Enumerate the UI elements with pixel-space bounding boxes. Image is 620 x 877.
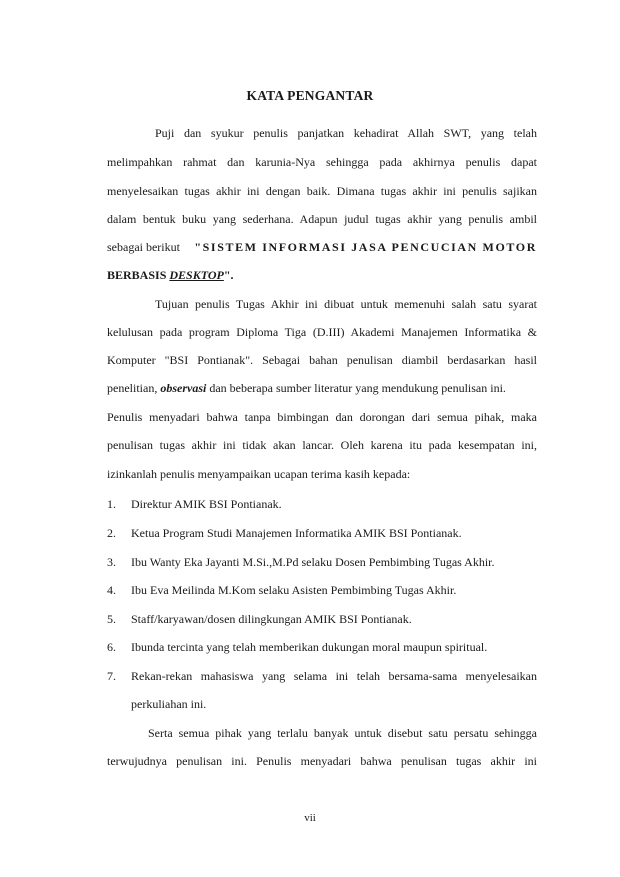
list-item: 6. Ibunda tercinta yang telah memberikan dukungan moral maupun spiritual. [107, 640, 488, 654]
list-item: 7. Rekan-rekan mahasiswa yang selama ini telah bersama-sama menyelesaikan [107, 669, 537, 683]
title-part-1: BERBASIS [107, 268, 170, 282]
p3-line-2: terwujudnya penulisan ini. Penulis menyadari bahwa penulisan tugas akhir ini [107, 754, 537, 768]
p2-line-2: kelulusan pada program Diploma Tiga (D.III) Akademi Manajemen Informatika & [107, 325, 537, 339]
p1-line-5-lead: sebagai berikut [107, 240, 180, 254]
title-part-desktop: DESKTOP [169, 268, 224, 282]
p2-line-4 [107, 381, 537, 395]
p1-line-3: menyelesaikan tugas akhir ini dengan baik. Dimana tugas akhir ini penulis sajikan [107, 184, 537, 198]
p2-line-4-observasi: observasi [160, 381, 207, 395]
list-item: 1. Direktur AMIK BSI Pontianak. [107, 497, 282, 511]
p3-line-1: Serta semua pihak yang terlalu banyak untuk disebut satu persatu sehingga [148, 726, 537, 740]
list-item-7-continuation: perkuliahan ini. [131, 697, 207, 711]
list-item: 2. Ketua Program Studi Manajemen Informatika AMIK BSI Pontianak. [107, 526, 462, 540]
list-item: 4. Ibu Eva Meilinda M.Kom selaku Asisten Pembimbing Tugas Akhir. [107, 583, 457, 597]
list-item: 3. Ibu Wanty Eka Jayanti M.Si.,M.Pd selaku Dosen Pembimbing Tugas Akhir. [107, 555, 495, 569]
p1-line-2: melimpahkan rahmat dan karunia-Nya sehingga pada akhirnya penulis dapat [107, 155, 537, 169]
p2-line-7: izinkanlah penulis menyampaikan ucapan terima kasih kepada: [107, 467, 411, 481]
p2-line-1: Tujuan penulis Tugas Akhir ini dibuat untuk memenuhi salah satu syarat [155, 297, 537, 311]
p1-line-5 [107, 240, 537, 254]
p1-line-1: Puji dan syukur penulis panjatkan kehadirat Allah SWT, yang telah [155, 126, 537, 140]
page-title: KATA PENGANTAR [246, 88, 374, 103]
p2-line-5: Penulis menyadari bahwa tanpa bimbingan dan dorongan dari semua pihak, maka [107, 410, 537, 424]
p2-line-4-c: dan beberapa sumber literatur yang mendukung penulisan ini. [206, 381, 506, 395]
p1-line-4: dalam bentuk buku yang sederhana. Adapun judul tugas akhir yang penulis ambil [107, 212, 537, 226]
p1-line-5-title: "SISTEM INFORMASI JASA PENCUCIAN MOTOR [194, 240, 537, 254]
p2-line-6: penulisan tugas akhir ini tidak akan lancar. Oleh karena itu pada kesempatan ini, [107, 438, 537, 452]
p2-line-4-a: penelitian, [107, 381, 161, 395]
p1-line-6 [107, 268, 537, 282]
p2-line-3: Komputer "BSI Pontianak". Sebagai bahan penulisan diambil berdasarkan hasil [107, 353, 537, 367]
title-part-end: ". [223, 268, 234, 282]
list-item: 5. Staff/karyawan/dosen dilingkungan AMIK BSI Pontianak. [107, 612, 412, 626]
page-number: vii [304, 812, 316, 824]
